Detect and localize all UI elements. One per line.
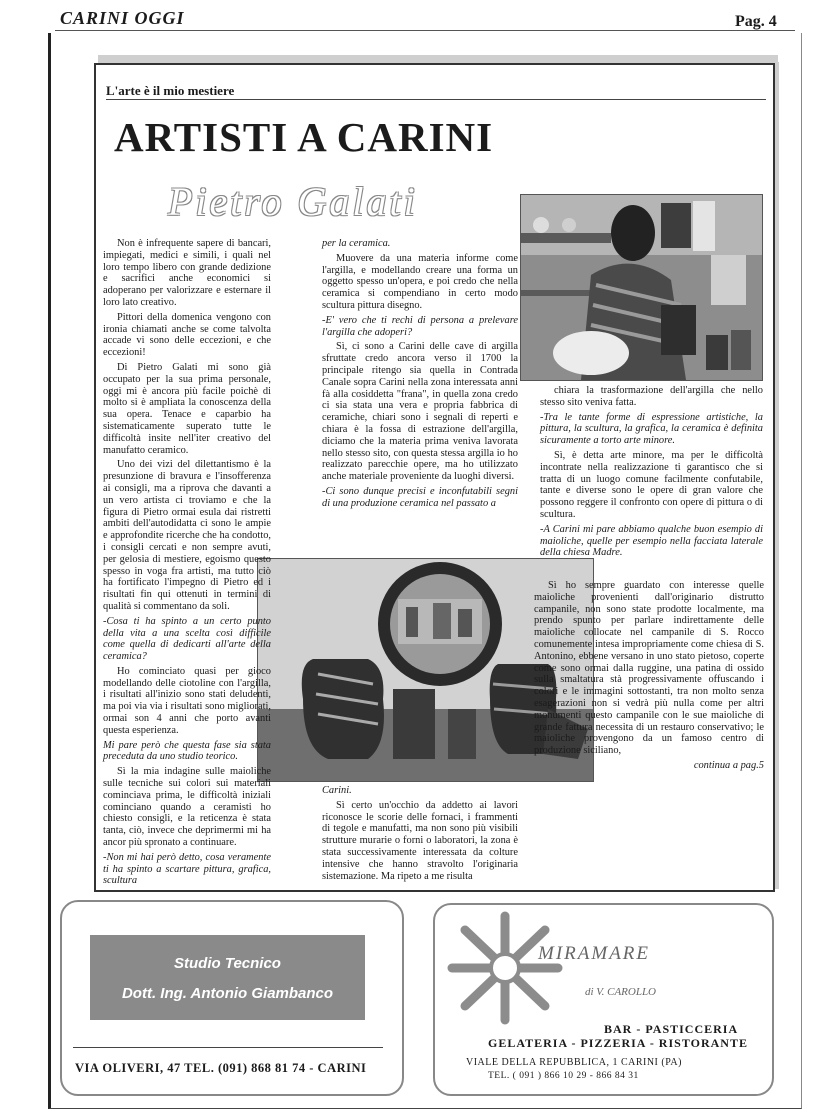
miramare-services-1: BAR - PASTICCERIA: [604, 1022, 739, 1036]
article-headline: ARTISTI A CARINI: [114, 114, 494, 160]
interview-question: -Tra le tante forme di espressione artistiche, la pittura, la scultura, la grafica, la ceramica è definita sicuramente a torto arte minore.: [540, 411, 763, 447]
article-byline: Pietro Galati: [168, 179, 418, 224]
miramare-owner: di V. CAROLLO: [585, 986, 657, 998]
article-column-4: [322, 785, 518, 885]
continued-note: [534, 760, 764, 772]
miramare-address: VIALE DELLA REPUBBLICA, 1 CARINI (PA): [466, 1057, 682, 1068]
continued-link[interactable]: continua a pag.5: [693, 759, 764, 771]
interview-question: per la ceramica.: [322, 238, 391, 249]
kicker-rule: [106, 99, 766, 100]
studio-address-rule: [73, 1047, 383, 1048]
article-kicker: L'arte è il mio mestiere: [106, 83, 235, 98]
paragraph: Pittori della domenica vengono con ironia chiamati anche se come talvolta accade vi sono delle eccezioni, e che eccezioni!: [103, 311, 271, 359]
article-column-3: [540, 385, 763, 562]
studio-engineer: Dott. Ing. Antonio Giambanco: [121, 985, 334, 1002]
interview-question: -E' vero che ti rechi di persona a prelevare l'argilla che adoperi?: [322, 314, 518, 338]
masthead-rule: [55, 30, 795, 31]
studio-tecnico-banner: [90, 935, 365, 1020]
paragraph: Ho cominciato quasi per gioco modellando delle ciotoline con l'argilla, i risultati all'inizio sono stati deludenti, ma poi via via i risultati sono migliorati, ormai son 4 anni che porto avanti questa esperienza.: [103, 665, 271, 736]
paragraph: Sì la mia indagine sulle maioliche sulle tecniche sui colori sui materiali cominciava prima, le difficoltà iniziali cominciano quando a ceramisti ho chiesto consigli, e la reticenza è stata tanta, ciò, invece che deprimermi mi ha ancor più spronato a continuare.: [103, 766, 271, 849]
paragraph: Muovere da una materia informe come l'argilla, e modellando creare una forma un oggetto spesso un'opera, e poi credo che nella ceramica si compendiano in certo modo scultura pittura disegno.: [322, 252, 518, 311]
paragraph: Sì, ci sono a Carini delle cave di argilla sfruttate credo ancora verso il 1700 la principale ritengo sia quella in Contrada Canale sopra Carini nella zona interessata anni fà alla cosiddetta "frana", in quella zona credo ci sia stata una vera e propria fabbrica di ceramiche, chiari sono i segnali di reperti e chiara è la fossa di estrazione dell'argilla, diciamo che la materia prima veniva lavorata nello stesso sito, con questa stessa argilla io ho realizzato parecchie opere, ma ho utilizzato anche materiale proveniente da luoghi diversi.: [322, 341, 518, 483]
article-column-1: [103, 238, 271, 890]
interview-question: Mi pare però che questa fase sia stata preceduta da uno studio teorico.: [103, 739, 271, 763]
article-column-5: [534, 580, 764, 775]
paragraph: Sì, è detta arte minore, ma per le difficoltà incontrate nella realizzazione ti garantisco che si tratta di un luogo comune facilmente confutabile, tante e diverse sono le opere di gran valore che possono reggere il confronto con opere di pittura o di scultura.: [540, 449, 763, 520]
interview-question: -Non mi hai però detto, cosa veramente ti ha spinto a scartare pittura, grafica, scultura: [103, 851, 271, 887]
studio-address: VIA OLIVERI, 47 TEL. (091) 868 81 74 - CARINI: [75, 1061, 367, 1075]
paragraph: Sì certo un'occhio da addetto ai lavori riconosce le scorie delle fornaci, i frammenti di tegole e manufatti, ma non sono più visibili strutture murarie o forni o laboratori, la zona è stata successivamente interessata da colture intensive che hanno stravolto l'originaria sistemazione. Ma ripeto a me risulta: [322, 799, 518, 882]
miramare-services-2: GELATERIA - PIZZERIA - RISTORANTE: [488, 1036, 748, 1050]
paragraph: Di Pietro Galati mi sono già occupato per la sua prima personale, oggi mi è ancora più facile poichè di molto si è ampliata la conoscenza della sua opera. Tenace e caparbio ha sistematicamente superato tutte le difficoltà insite nell'iter creativo del manufatto ceramico.: [103, 361, 271, 456]
page-number: Pag. 4: [735, 13, 777, 30]
frame-shadow-top: [98, 55, 778, 63]
interview-question: Carini.: [322, 785, 352, 796]
sun-wheel-logo: [440, 908, 570, 1028]
miramare-phone: TEL. ( 091 ) 866 10 29 - 866 84 31: [488, 1071, 639, 1081]
interview-question: -Cosa ti ha spinto a un certo punto della vita a una scelta così difficile come quella di dedicarti all'arte della ceramica?: [103, 615, 271, 663]
masthead: CARINI OGGI: [60, 8, 185, 28]
miramare-name: MIRAMARE: [538, 943, 651, 964]
interview-question: -A Carini mi pare abbiamo qualche buon esempio di maioliche, quelle per esempio nella facciata laterale della chiesa Madre.: [540, 523, 763, 559]
paragraph: Non è infrequente sapere di bancari, impiegati, medici e simili, i quali nel loro tempo libero con grande dedizione e sacrifici anche economici si adoperano per valorizzare e esternare il loro lato creativo.: [103, 238, 271, 308]
interview-question: -Ci sono dunque precisi e inconfutabili segni di una produzione ceramica nel passato a: [322, 485, 518, 509]
studio-title: Studio Tecnico: [174, 955, 281, 972]
paragraph: Sì ho sempre guardato con interesse quelle maioliche provenienti dall'originario distrutto campanile, non sono state prodotte localmente, ma prendo spunto per parlare indirettamente delle maioliche collocate nel campanile di S. Rocco comunemente intesa impropriamente come chiesa di S. Antonino, ebbene versano in uno stato pietoso, coperte come sono ormai dalla ruggine, una patina di ossido sulla smaltatura stà progressivamente offuscando i colori e le immagini sottostanti, tra non molto senza esagerazioni non si vedrà più nulla come per altri monumenti questo campanile con le sue maioliche di grande fattura necessita di un restauro conservativo; le maioliche provengono da un famoso centro di produzione siciliano,: [534, 580, 764, 757]
paragraph: chiara la trasformazione dell'argilla che nello stesso sito veniva fatta.: [540, 385, 763, 408]
article-column-2: [322, 238, 518, 513]
paragraph: Uno dei vizi del dilettantismo è la presunzione di bravura e l'insofferenza ai consigli, ma a riprova che davanti a un vero artista ci troviamo e che la figura di Pietro ormai esula dai ristretti ambiti dell'autodidatta ci sono le ampie e approfondite ricerche che ha condotto, i consigli cercati e non sempre avuti, per gelosia di mestiere, egoismo questo spesso in voga fra artisti, ma tutto ciò ha fortificato l'impegno di Pietro ed i risultati fin qui ottenuti in termini di qualità si commentano da soli.: [103, 459, 271, 612]
potter-photo: [520, 194, 763, 381]
